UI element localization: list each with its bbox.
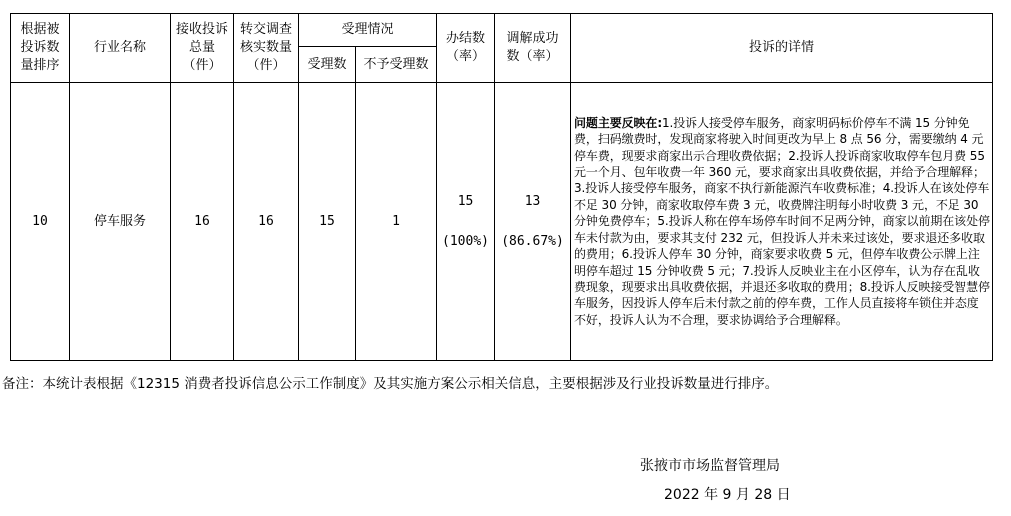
- header-verified: 转交调查核实数量（件）: [234, 14, 299, 83]
- header-rank: 根据被投诉数量排序: [11, 14, 70, 83]
- details-text: 1.投诉人接受停车服务，商家明码标价停车不满 15 分钟免费，扫码缴费时，发现商家将驶入时间更改为早上 8 点 56 分，需要缴纳 4 元停车费，现要求商家出示合理收费依据；2.投诉人投诉商家收取停车包月费 55 元一个月、包年收费一年 360 元，要求商家出具收费依据，并给予合理解释；3.投诉人接受停车服务，商家不执行新能源汽车收费标准；4.投诉人在该处停车不足 30 分钟，商家收取停车费 3 元，收费牌注明每小时收费 3 元，不足 30 分钟免费停车；5.投诉人称在停车场停车时间不足两分钟，商家以前期在该处停车未付款为由，要求其支付 232 元，但投诉人并未来过该处，要求退还多收取的费用；6.投诉人停车 30 分钟，商家要求收费 5 元，但停车收费公示牌上注明停车超过 15 分钟收费 5 元；7.投诉人反映业主在小区停车，认为存在乱收费现象，现要求出具收费依据，并退还多收取的费用；8.投诉人反映接受智慧停车服务，因投诉人停车后未付款之前的停车费，工作人员直接将车锁住并态度不好，投诉人认为不合理，要求协调给予合理解释。: [574, 115, 990, 327]
- cell-industry: 停车服务: [70, 83, 171, 361]
- mediation-count: 13: [524, 193, 541, 209]
- closed-count: 15: [457, 193, 474, 209]
- cell-not-accepted: 1: [356, 83, 437, 361]
- issuing-organization: 张掖市市场监督管理局: [640, 458, 780, 474]
- cell-closed: [437, 83, 495, 361]
- header-industry: 行业名称: [70, 14, 171, 83]
- complaint-statistics-table: [10, 13, 993, 361]
- header-handling: 受理情况: [299, 14, 437, 47]
- cell-mediation: [495, 83, 571, 361]
- cell-accepted: 15: [299, 83, 356, 361]
- issue-date: 2022 年 9 月 28 日: [664, 487, 791, 503]
- header-accepted: 受理数: [299, 47, 356, 83]
- header-details: 投诉的详情: [571, 14, 993, 83]
- cell-verified: 16: [234, 83, 299, 361]
- table-row: [11, 83, 993, 361]
- header-closed: 办结数（率）: [437, 14, 495, 83]
- footnote: 备注：本统计表根据《12315 消费者投诉信息公示工作制度》及其实施方案公示相关信息，主要根据涉及行业投诉数量进行排序。: [2, 376, 779, 392]
- cell-details: [571, 83, 993, 361]
- cell-rank: 10: [11, 83, 70, 361]
- closed-rate: (100%): [442, 233, 489, 249]
- header-not-accepted: 不予受理数: [356, 47, 437, 83]
- cell-total-received: 16: [171, 83, 234, 361]
- header-total-received: 接收投诉总量（件）: [171, 14, 234, 83]
- header-mediation: 调解成功数（率）: [495, 14, 571, 83]
- mediation-rate: (86.67%): [501, 233, 564, 249]
- details-lead: 问题主要反映在:: [574, 115, 663, 130]
